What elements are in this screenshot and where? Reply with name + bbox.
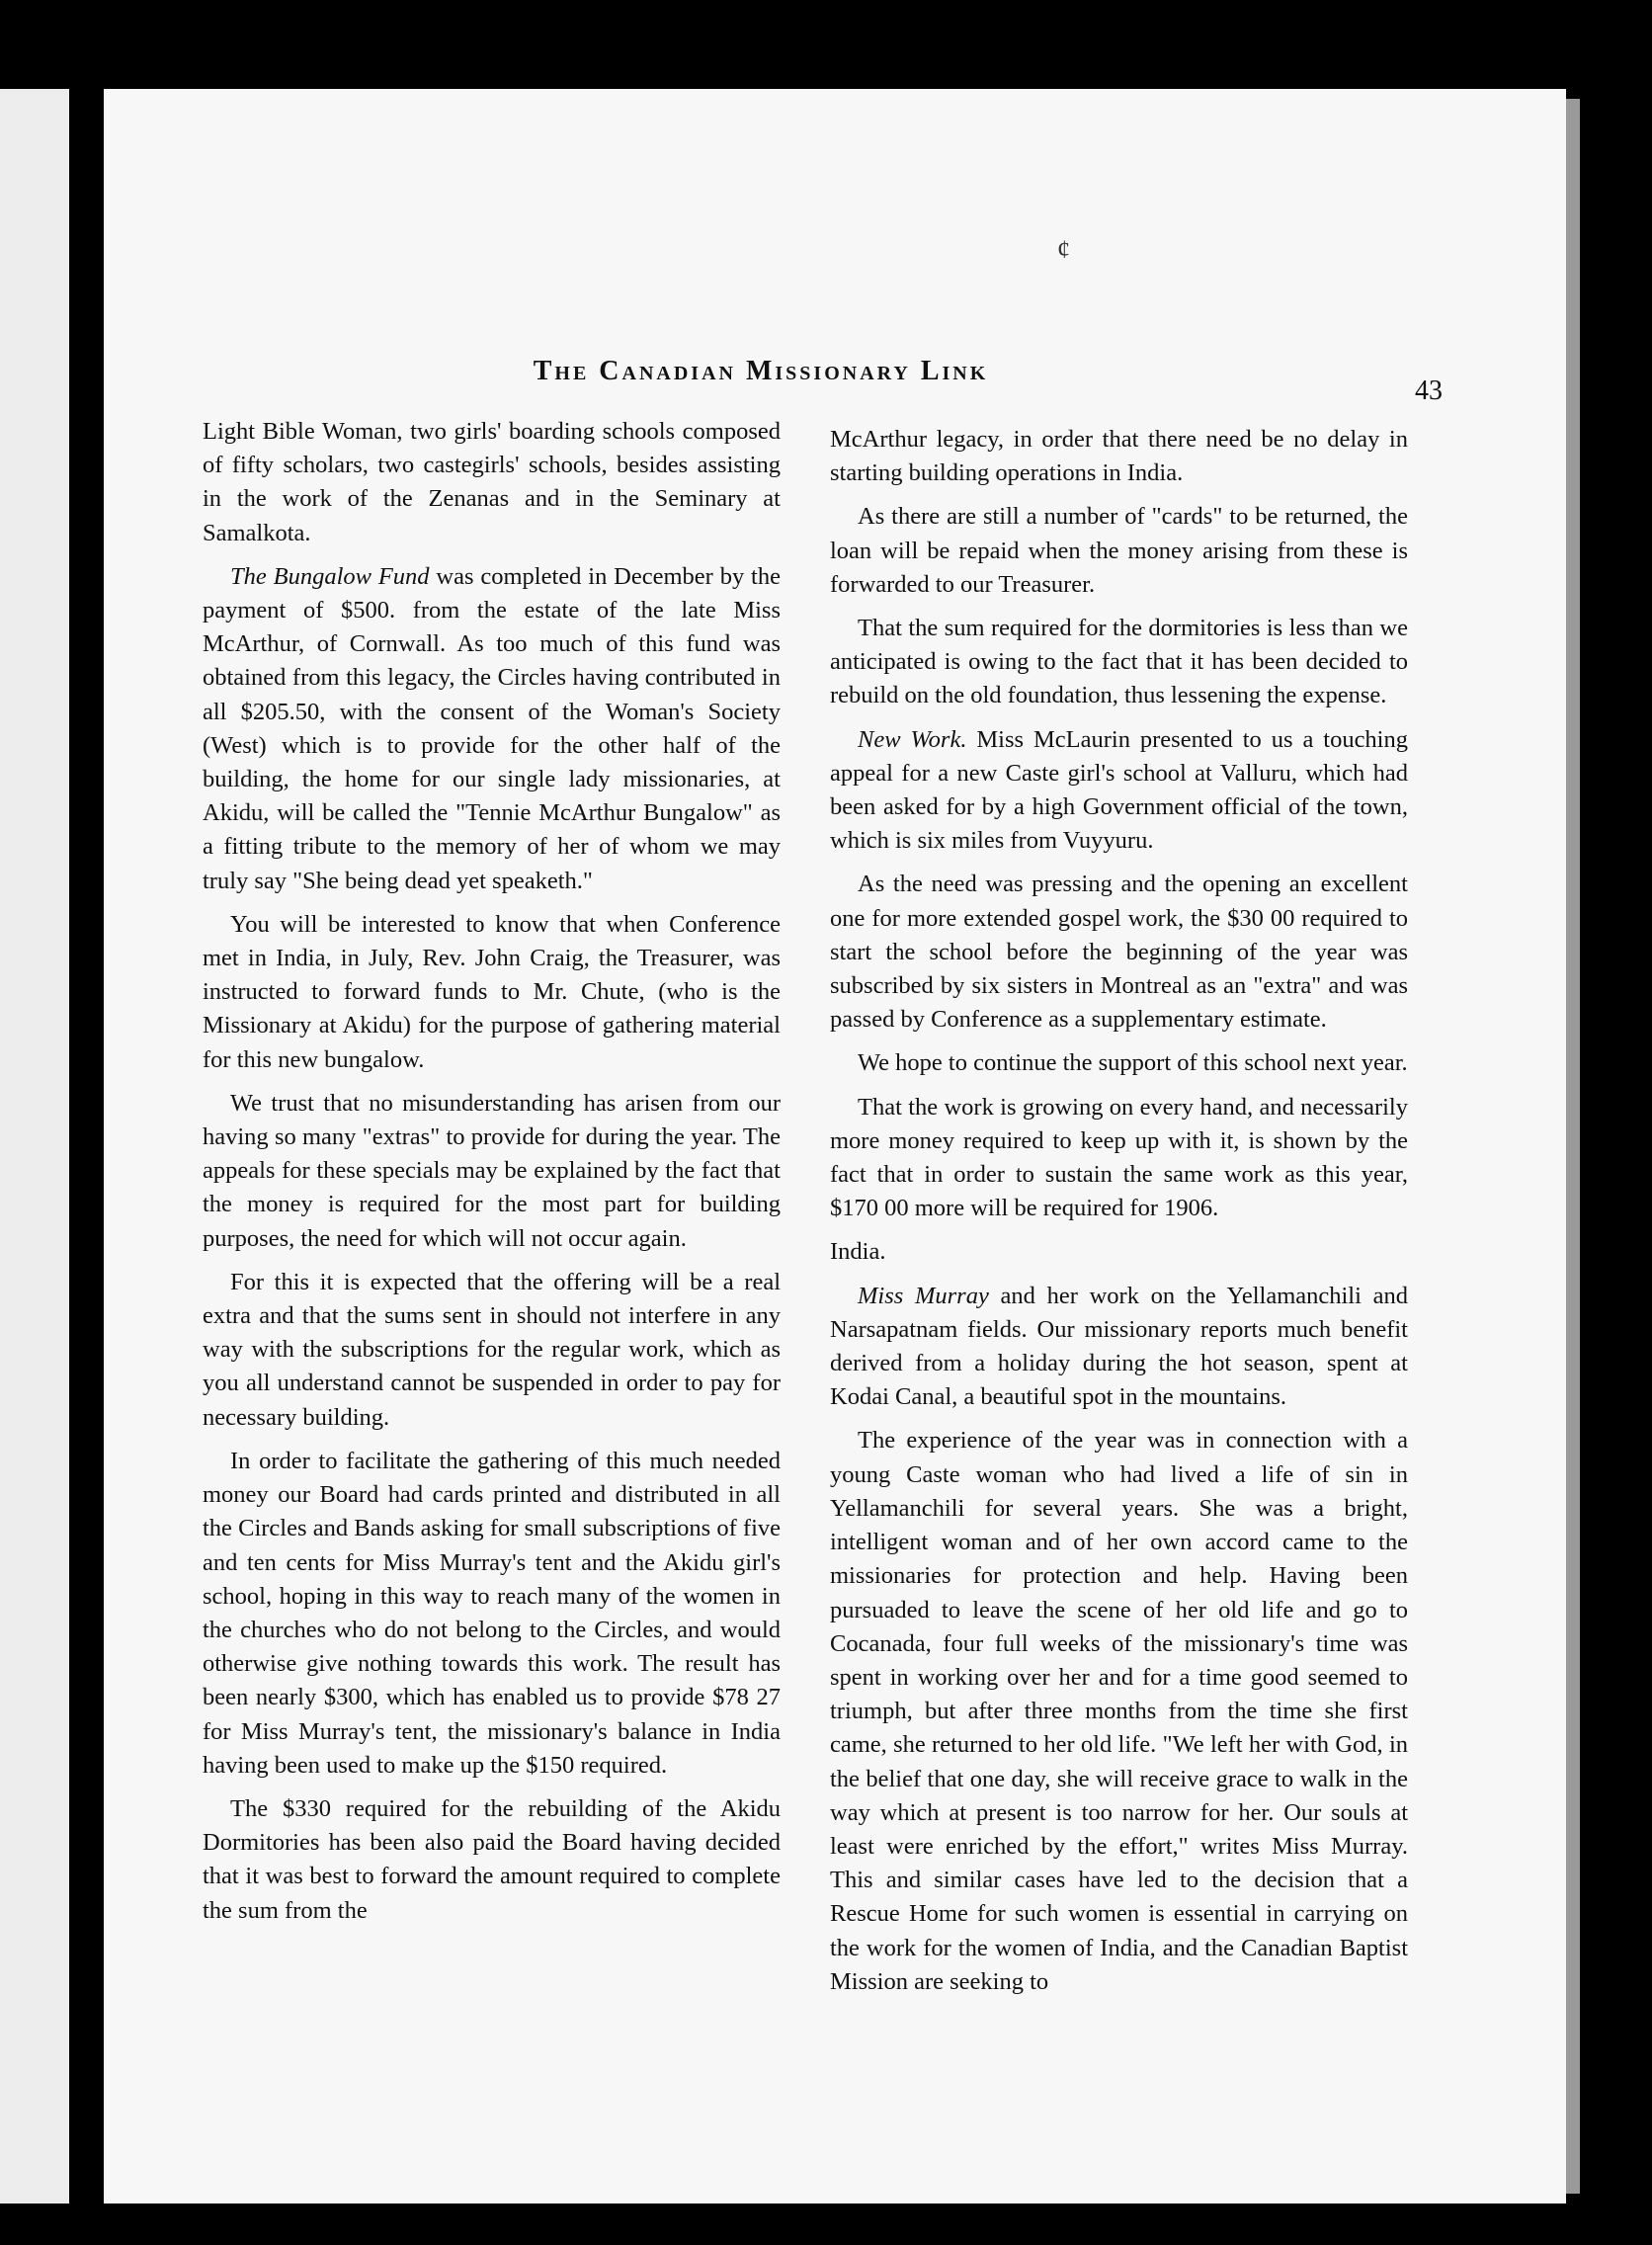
paragraph-text: and her work on the Yellamanchili and Narsapatnam fields. Our missionary reports much benefit derived from a holiday during the hot season, spent at Kodai Canal, a beautiful spot in the mountains. [830,1282,1408,1411]
page-shadow [1566,99,1580,2194]
paragraph [830,1280,1408,1415]
paragraph: You will be interested to know that when Conference met in India, in July, Rev. John Craig, the Treasurer, was instructed to forward funds to Mr. Chute, (who is the Missionary at Akidu) for the purpose of gathering material for this new bungalow. [203,910,781,1073]
paragraph: The $330 required for the rebuilding of the Akidu Dormitories has been also paid the Board having decided that it was best to forward the amount required to complete the sum from the [203,1794,781,1924]
section-lead: New Work. [858,725,967,753]
paragraph: The experience of the year was in connection with a young Caste woman who had lived a life of sin in Yellamanchili for several years. She was a bright, intelligent woman and of her own accord came to the missionaries for protection and help. Having been pursuaded to leave the scene of her old life and go to Cocanada, four full weeks of the missionary's time was spent in working over her and for a time good seemed to triumph, but after three months from the time she first came, she returned to her old life. "We left her with God, in the belief that one day, she will receive grace to walk in the way which at present is too narrow for her. Our souls at least were enriched by the effort," writes Miss Murray. This and similar cases have led to the decision that a Rescue Home for such women is essential in carrying on the work for the women of India, and the Canadian Baptist Mission are seeking to [830,1427,1408,1995]
paragraph: We trust that no misunderstanding has arisen from our having so many "extras" to provide for during the year. The appeals for these specials may be explained by the fact that the money is required for the most part for building purposes, the need for which will not occur again. [203,1089,781,1252]
paragraph-text: was completed in December by the payment of $500. from the estate of the late Miss McArthur, of Cornwall. As too much of this fund was obtained from this legacy, the Circles having contributed in all $205.50, with the consent of the Woman's Society (West) which is to provide for the other half of the building, the home for our single lady missionaries, at Akidu, will be called the "Tennie McArthur Bungalow" as a fitting tribute to the memory of her of whom we may truly say "She being dead yet speaketh." [203,562,781,894]
paragraph: In order to facilitate the gathering of this much needed money our Board had cards printed and distributed in all the Circles and Bands asking for small subscriptions of five and ten cents for Miss Murray's tent and the Akidu girl's school, hoping in this way to reach many of the women in the churches who do not belong to the Circles, and would otherwise give nothing towards this work. The result has been nearly $300, which has enabled us to provide $78 27 for Miss Murray's tent, the missionary's balance in India having been used to make up the $150 required. [203,1447,781,1779]
paragraph: That the work is growing on every hand, and necessarily more money required to keep up with it, is shown by the fact that in order to sustain the same work as this year, $170 00 more will be required for 1906. [830,1093,1408,1222]
section-heading: India. [830,1238,886,1266]
paragraph: As the need was pressing and the opening an excellent one for more extended gospel work, the $30 00 required to start the school before the beginning of the year was subscribed by six sisters in Montreal as an "extra" and was passed by Conference as a supplementary estimate. [830,871,1408,1034]
paragraph: That the sum required for the dormitories is less than we anticipated is owing to the fact that it has been decided to rebuild on the old foundation, thus lessening the expense. [830,615,1408,709]
paragraph: McArthur legacy, in order that there need be no delay in starting building operations in India. [830,426,1408,487]
paragraph [203,560,781,898]
section-lead: The Bungalow Fund [230,562,430,590]
left-page-edge [0,89,69,2203]
left-column [203,415,781,1938]
paragraph: We hope to continue the support of this school next year. [858,1049,1408,1077]
stray-ink-mark: ¢ [1057,235,1070,264]
document-page [104,89,1566,2203]
paragraph: Light Bible Woman, two girls' boarding schools composed of fifty scholars, two castegirls' schools, besides assisting in the work of the Zenanas and in the Seminary at Samalkota. [203,418,781,546]
paragraph [830,723,1408,859]
page-number: 43 [1415,375,1443,406]
running-header [104,356,1566,387]
right-column [830,423,1408,2009]
paragraph: For this it is expected that the offering will be a real extra and that the sums sent in should not interfere in any way with the subscriptions for the regular work, which as you all understand cannot be suspended in order to pay for necessary building. [203,1268,781,1431]
publication-title: The Canadian Missionary Link [533,356,989,386]
paragraph: As there are still a number of "cards" to be returned, the loan will be repaid when the money arising from these is forwarded to our Treasurer. [830,503,1408,598]
paragraph-text: Miss McLaurin presented to us a touching appeal for a new Caste girl's school at Valluru, which had been asked for by a high Government official of the town, which is six miles from Vuyyuru. [830,725,1408,855]
section-lead: Miss Murray [858,1282,989,1309]
